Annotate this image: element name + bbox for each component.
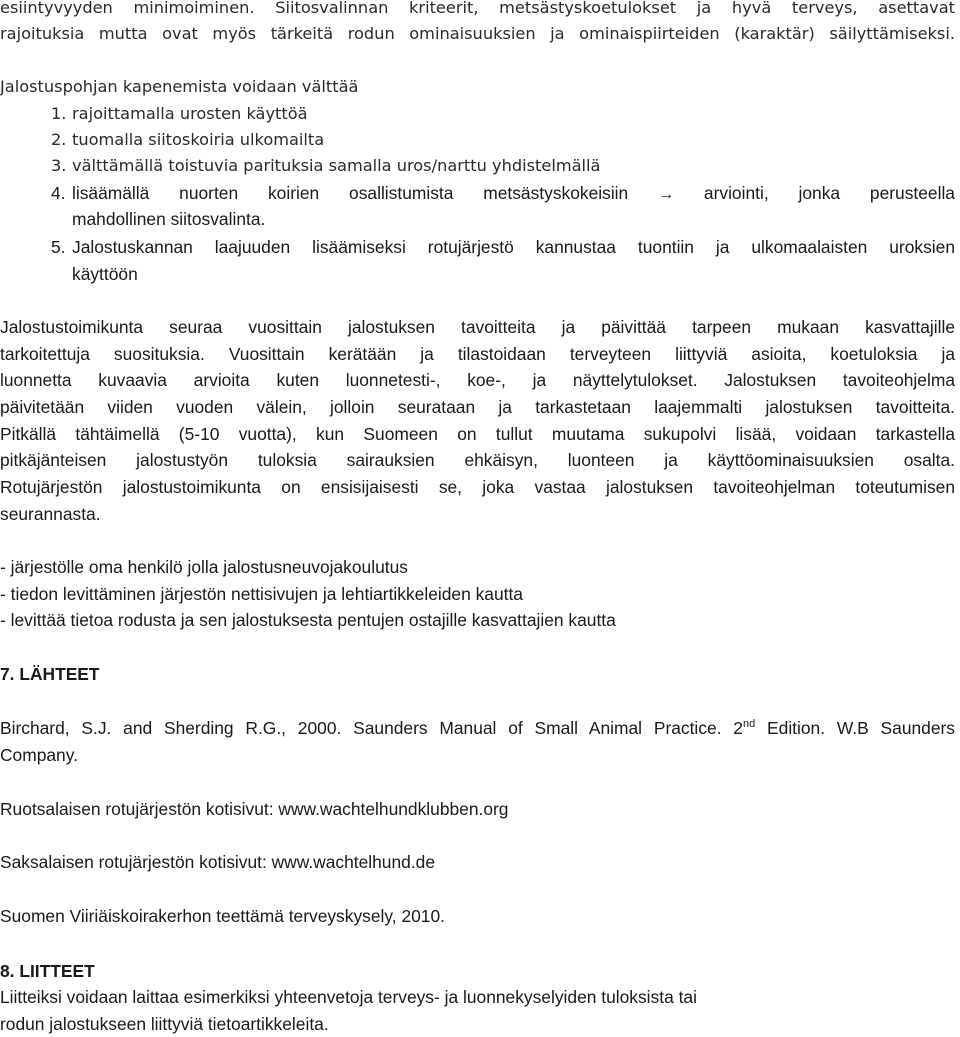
appendices-heading: 8. LIITTEET: [0, 961, 95, 981]
paragraph-line: Jalostustoimikunta seuraa vuosittain jalostuksen tavoitteita ja päivittää tarpeen mukaan kasvattajille: [0, 317, 955, 337]
list-item-text: [72, 181, 955, 207]
arrow-right-icon: →: [658, 186, 675, 203]
list-item-text: tuomalla siitoskoiria ulkomailta: [72, 130, 325, 149]
dash-list-item: - järjestölle oma henkilö jolla jalostusneuvojakoulutus: [0, 557, 408, 577]
reference-line: Suomen Viiriäiskoirakerhon teettämä terveyskysely, 2010.: [0, 906, 445, 926]
intro-line-1: esiintyvyyden minimoiminen. Siitosvalinnan kriteerit, metsästyskoetulokset ja hyvä terveys, asettavat: [0, 0, 955, 17]
reference-line: Ruotsalaisen rotujärjestön kotisivut: www.wachtelhundklubben.org: [0, 799, 509, 819]
paragraph-line: tarkoitettuja suosituksia. Vuosittain kerätään ja tilastoidaan terveyteen liittyviä asioita, koetuloksia ja: [0, 344, 955, 364]
list-item-text: rajoittamalla urosten käyttöä: [72, 104, 308, 123]
list-item-text-part: lisäämällä nuorten koirien osallistumista metsästyskokeisiin: [72, 183, 629, 203]
list-item-text-part: arviointi, jonka perusteella: [703, 183, 955, 203]
superscript: nd: [742, 718, 756, 731]
paragraph-line: pitkäjänteisen jalostustyön tuloksia sairauksien ehkäisyn, luonteen ja käyttöominaisuuksien osalta.: [0, 450, 955, 470]
avoid-list-heading: Jalostuspohjan kapenemista voidaan välttää: [0, 77, 359, 96]
reference-line: Saksalaisen rotujärjestön kotisivut: www.wachtelhund.de: [0, 852, 435, 872]
list-number: 2.: [51, 130, 67, 149]
appendices-line: rodun jalostukseen liittyviä tietoartikkeleita.: [0, 1014, 329, 1034]
sources-heading: 7. LÄHTEET: [0, 664, 100, 684]
reference-line: [0, 716, 955, 740]
paragraph-line: Pitkällä tähtäimellä (5-10 vuotta), kun Suomeen on tullut muutama sukupolvi lisää, voidaan tarkastella: [0, 424, 955, 444]
intro-line-2: rajoituksia mutta ovat myös tärkeitä rodun ominaisuuksien ja ominaispiirteiden (karaktär) säilyttämiseksi.: [0, 24, 955, 43]
paragraph-line: luonnetta kuvaavia arvioita kuten luonnetesti-, koe-, ja näyttelytulokset. Jalostuksen tavoiteohjelma: [0, 370, 955, 390]
appendices-line: Liitteiksi voidaan laittaa esimerkiksi yhteenvetoja terveys- ja luonnekyselyiden tuloksista tai: [0, 987, 697, 1007]
paragraph-line: seurannasta.: [0, 504, 101, 524]
list-number: 5.: [51, 237, 66, 257]
paragraph-line: päivitetään viiden vuoden välein, jolloin seurataan ja tarkastetaan laajemmalti jalostuksen tavoitteita.: [0, 397, 955, 417]
paragraph-line: Rotujärjestön jalostustoimikunta on ensisijaisesti se, joka vastaa jalostuksen tavoiteohjelman toteutumisen: [0, 477, 955, 497]
list-number: 1.: [51, 104, 67, 123]
dash-list-item: - levittää tietoa rodusta ja sen jalostuksesta pentujen ostajille kasvattajien kautta: [0, 610, 616, 630]
list-item-text: Jalostuskannan laajuuden lisäämiseksi rotujärjestö kannustaa tuontiin ja ulkomaalaisten uroksien: [72, 237, 955, 257]
list-number: 3.: [51, 156, 67, 175]
reference-text: Birchard, S.J. and Sherding R.G., 2000. Saunders Manual of Small Animal Practice. 2nd Edition. W.B Saunders: [0, 718, 955, 738]
reference-line-continued: Company.: [0, 745, 78, 765]
list-item-text: välttämällä toistuvia parituksia samalla uros/narttu yhdistelmällä: [72, 156, 601, 175]
list-item-text-continued: käyttöön: [72, 264, 138, 284]
list-item-text-continued: mahdollinen siitosvalinta.: [72, 209, 266, 229]
list-number: 4.: [51, 183, 66, 203]
dash-list-item: - tiedon levittäminen järjestön nettisivujen ja lehtiartikkeleiden kautta: [0, 584, 523, 604]
